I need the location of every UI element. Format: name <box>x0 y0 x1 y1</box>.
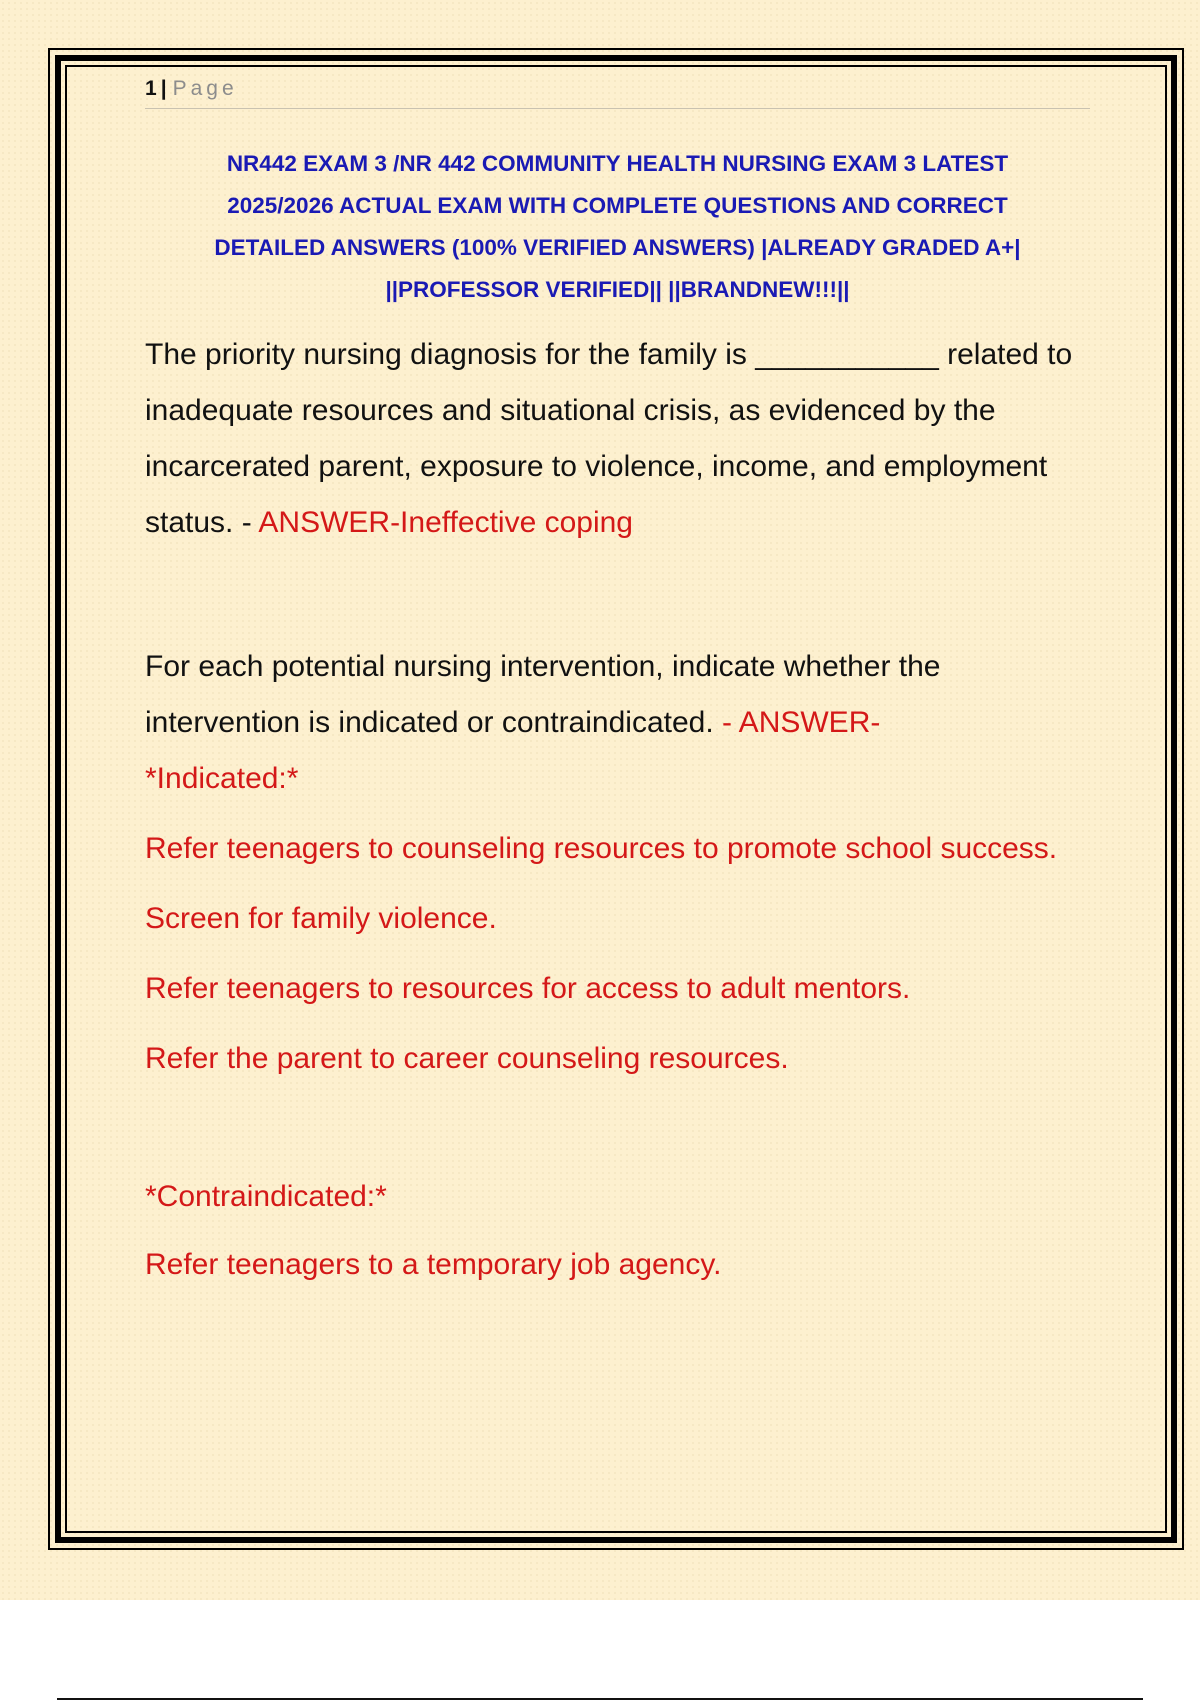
title-line: 2025/2026 ACTUAL EXAM WITH COMPLETE QUESTIONS AND CORRECT <box>227 193 1008 218</box>
question-1 <box>145 327 1090 551</box>
indicated-item: Refer teenagers to resources for access to adult mentors. <box>145 972 911 1005</box>
page-header-separator: | <box>160 77 167 100</box>
question-1-answer: ANSWER-Ineffective coping <box>258 506 633 539</box>
page-word: Page <box>172 77 238 100</box>
contraindicated-item: Refer teenagers to a temporary job agency. <box>145 1248 722 1281</box>
indicated-item: Screen for family violence. <box>145 902 497 935</box>
question-1-text: The priority nursing diagnosis for the family is ___________ related to inadequate resources and situational crisis, as evidenced by the incarcerated parent, exposure to violence, income, and employment status. - <box>145 338 1073 539</box>
document-title <box>145 143 1090 311</box>
question-2 <box>145 639 1090 807</box>
indicated-item: Refer the parent to career counseling resources. <box>145 1042 789 1075</box>
indicated-item: Refer teenagers to counseling resources to promote school success. <box>145 832 1058 865</box>
page-number: 1 <box>145 77 157 100</box>
indicated-label: *Indicated:* <box>145 762 299 795</box>
page-content <box>145 70 1090 1293</box>
question-2-answer-prefix: - ANSWER- <box>722 706 881 739</box>
title-line: ||PROFESSOR VERIFIED|| ||BRANDNEW!!!|| <box>385 277 850 302</box>
page-header <box>145 70 1090 109</box>
contraindicated-label: *Contraindicated:* <box>145 1180 387 1213</box>
title-line: DETAILED ANSWERS (100% VERIFIED ANSWERS) |ALREADY GRADED A+| <box>214 235 1021 260</box>
title-line: NR442 EXAM 3 /NR 442 COMMUNITY HEALTH NURSING EXAM 3 LATEST <box>226 151 1009 176</box>
question-2-text: For each potential nursing intervention, indicate whether the intervention is indicated or contraindicated. <box>145 650 941 739</box>
